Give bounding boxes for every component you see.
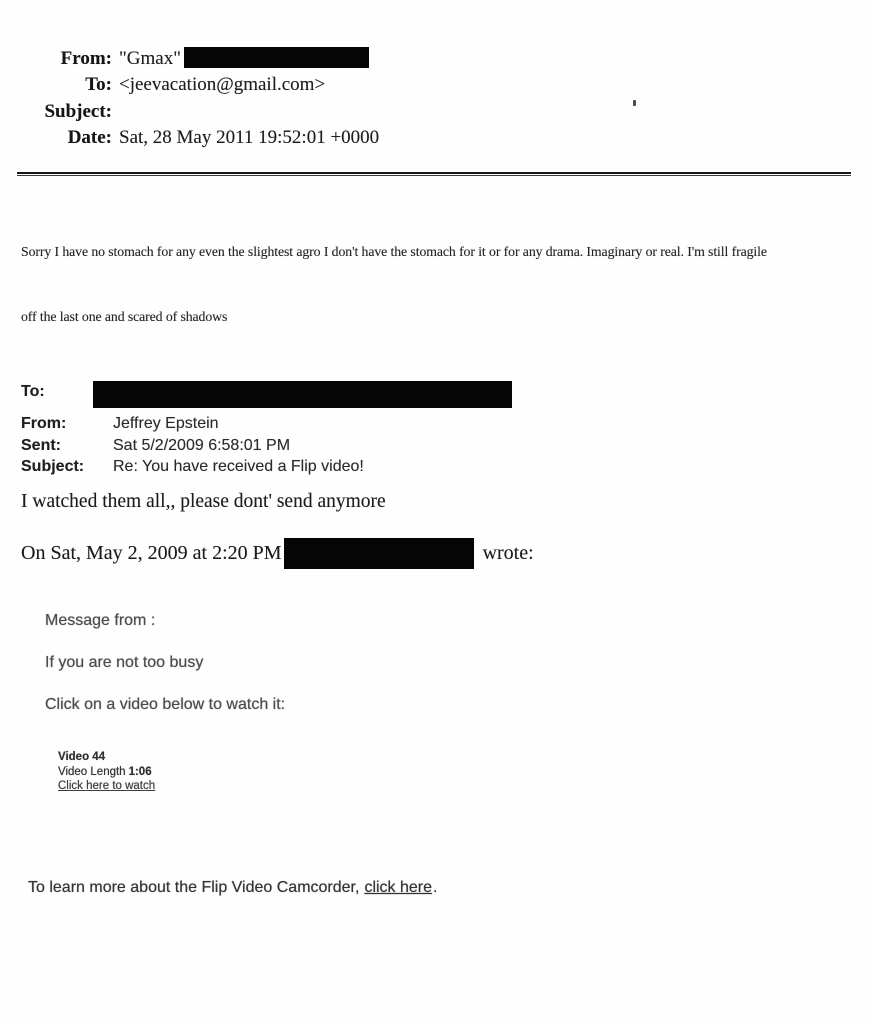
header-field-date <box>28 125 379 151</box>
email1-body <box>21 198 767 370</box>
header2-field-to <box>21 381 512 413</box>
scan-artifact <box>633 100 636 106</box>
flip-info-link[interactable]: click here <box>364 879 433 896</box>
quoted-message-line: If you are not too busy <box>45 654 204 671</box>
flip-info-text: To learn more about the Flip Video Camcorder, <box>28 879 360 896</box>
header-field-subject <box>28 99 379 125</box>
email2-body: I watched them all,, please dont' send anymore <box>21 491 386 512</box>
email1-header <box>28 46 379 151</box>
quoted-message-from: Message from : <box>45 612 156 629</box>
video-length <box>58 765 155 780</box>
flip-info-period: . <box>433 879 438 896</box>
quote-attribution-suffix: wrote: <box>482 542 534 564</box>
date-label: Date: <box>67 126 112 148</box>
redaction-bar-to <box>93 381 512 408</box>
header-field-from <box>28 46 379 72</box>
header-field-to <box>28 72 379 98</box>
email2-header <box>21 381 512 478</box>
from-value <box>119 46 369 72</box>
quote-attribution-prefix: On Sat, May 2, 2009 at 2:20 PM <box>21 542 282 564</box>
to-value: <jeevacation@gmail.com> <box>119 74 326 96</box>
from2-value: Jeffrey Epstein <box>113 415 219 432</box>
video-length-value: 1:06 <box>128 765 152 778</box>
header2-field-from <box>21 413 512 435</box>
video-title: Video 44 <box>58 751 106 763</box>
email1-body-line2: off the last one and scared of shadows <box>21 308 228 324</box>
quote-attribution <box>21 538 534 569</box>
to2-label: To: <box>21 383 45 400</box>
from-label: From: <box>60 48 112 69</box>
video-length-label: Video Length <box>58 765 126 778</box>
to-label: To: <box>85 74 112 96</box>
flip-info-line <box>28 879 437 897</box>
from-value-text: "Gmax" <box>119 48 181 69</box>
from2-label: From: <box>21 415 67 432</box>
subject2-value: Re: You have received a Flip video! <box>113 458 364 476</box>
header-divider <box>17 172 851 176</box>
sent-value: Sat 5/2/2009 6:58:01 PM <box>113 436 291 454</box>
subject2-label: Subject: <box>21 458 85 476</box>
quoted-message-instruction: Click on a video below to watch it: <box>45 696 286 713</box>
subject-label: Subject: <box>44 100 112 122</box>
watch-video-link[interactable]: Click here to watch <box>58 780 156 793</box>
email1-body-line1: Sorry I have no stomach for any even the slightest agro I don't have the stomach for it or for any drama. Imaginary or real. I'm still fragile <box>21 244 767 259</box>
header2-field-subject <box>21 456 512 478</box>
date-value: Sat, 28 May 2011 19:52:01 +0000 <box>119 126 380 148</box>
header2-field-sent <box>21 435 512 457</box>
sent-label: Sent: <box>21 436 61 454</box>
redaction-bar-from <box>184 47 369 68</box>
redaction-bar-sender <box>284 538 474 569</box>
video-block <box>58 750 155 794</box>
